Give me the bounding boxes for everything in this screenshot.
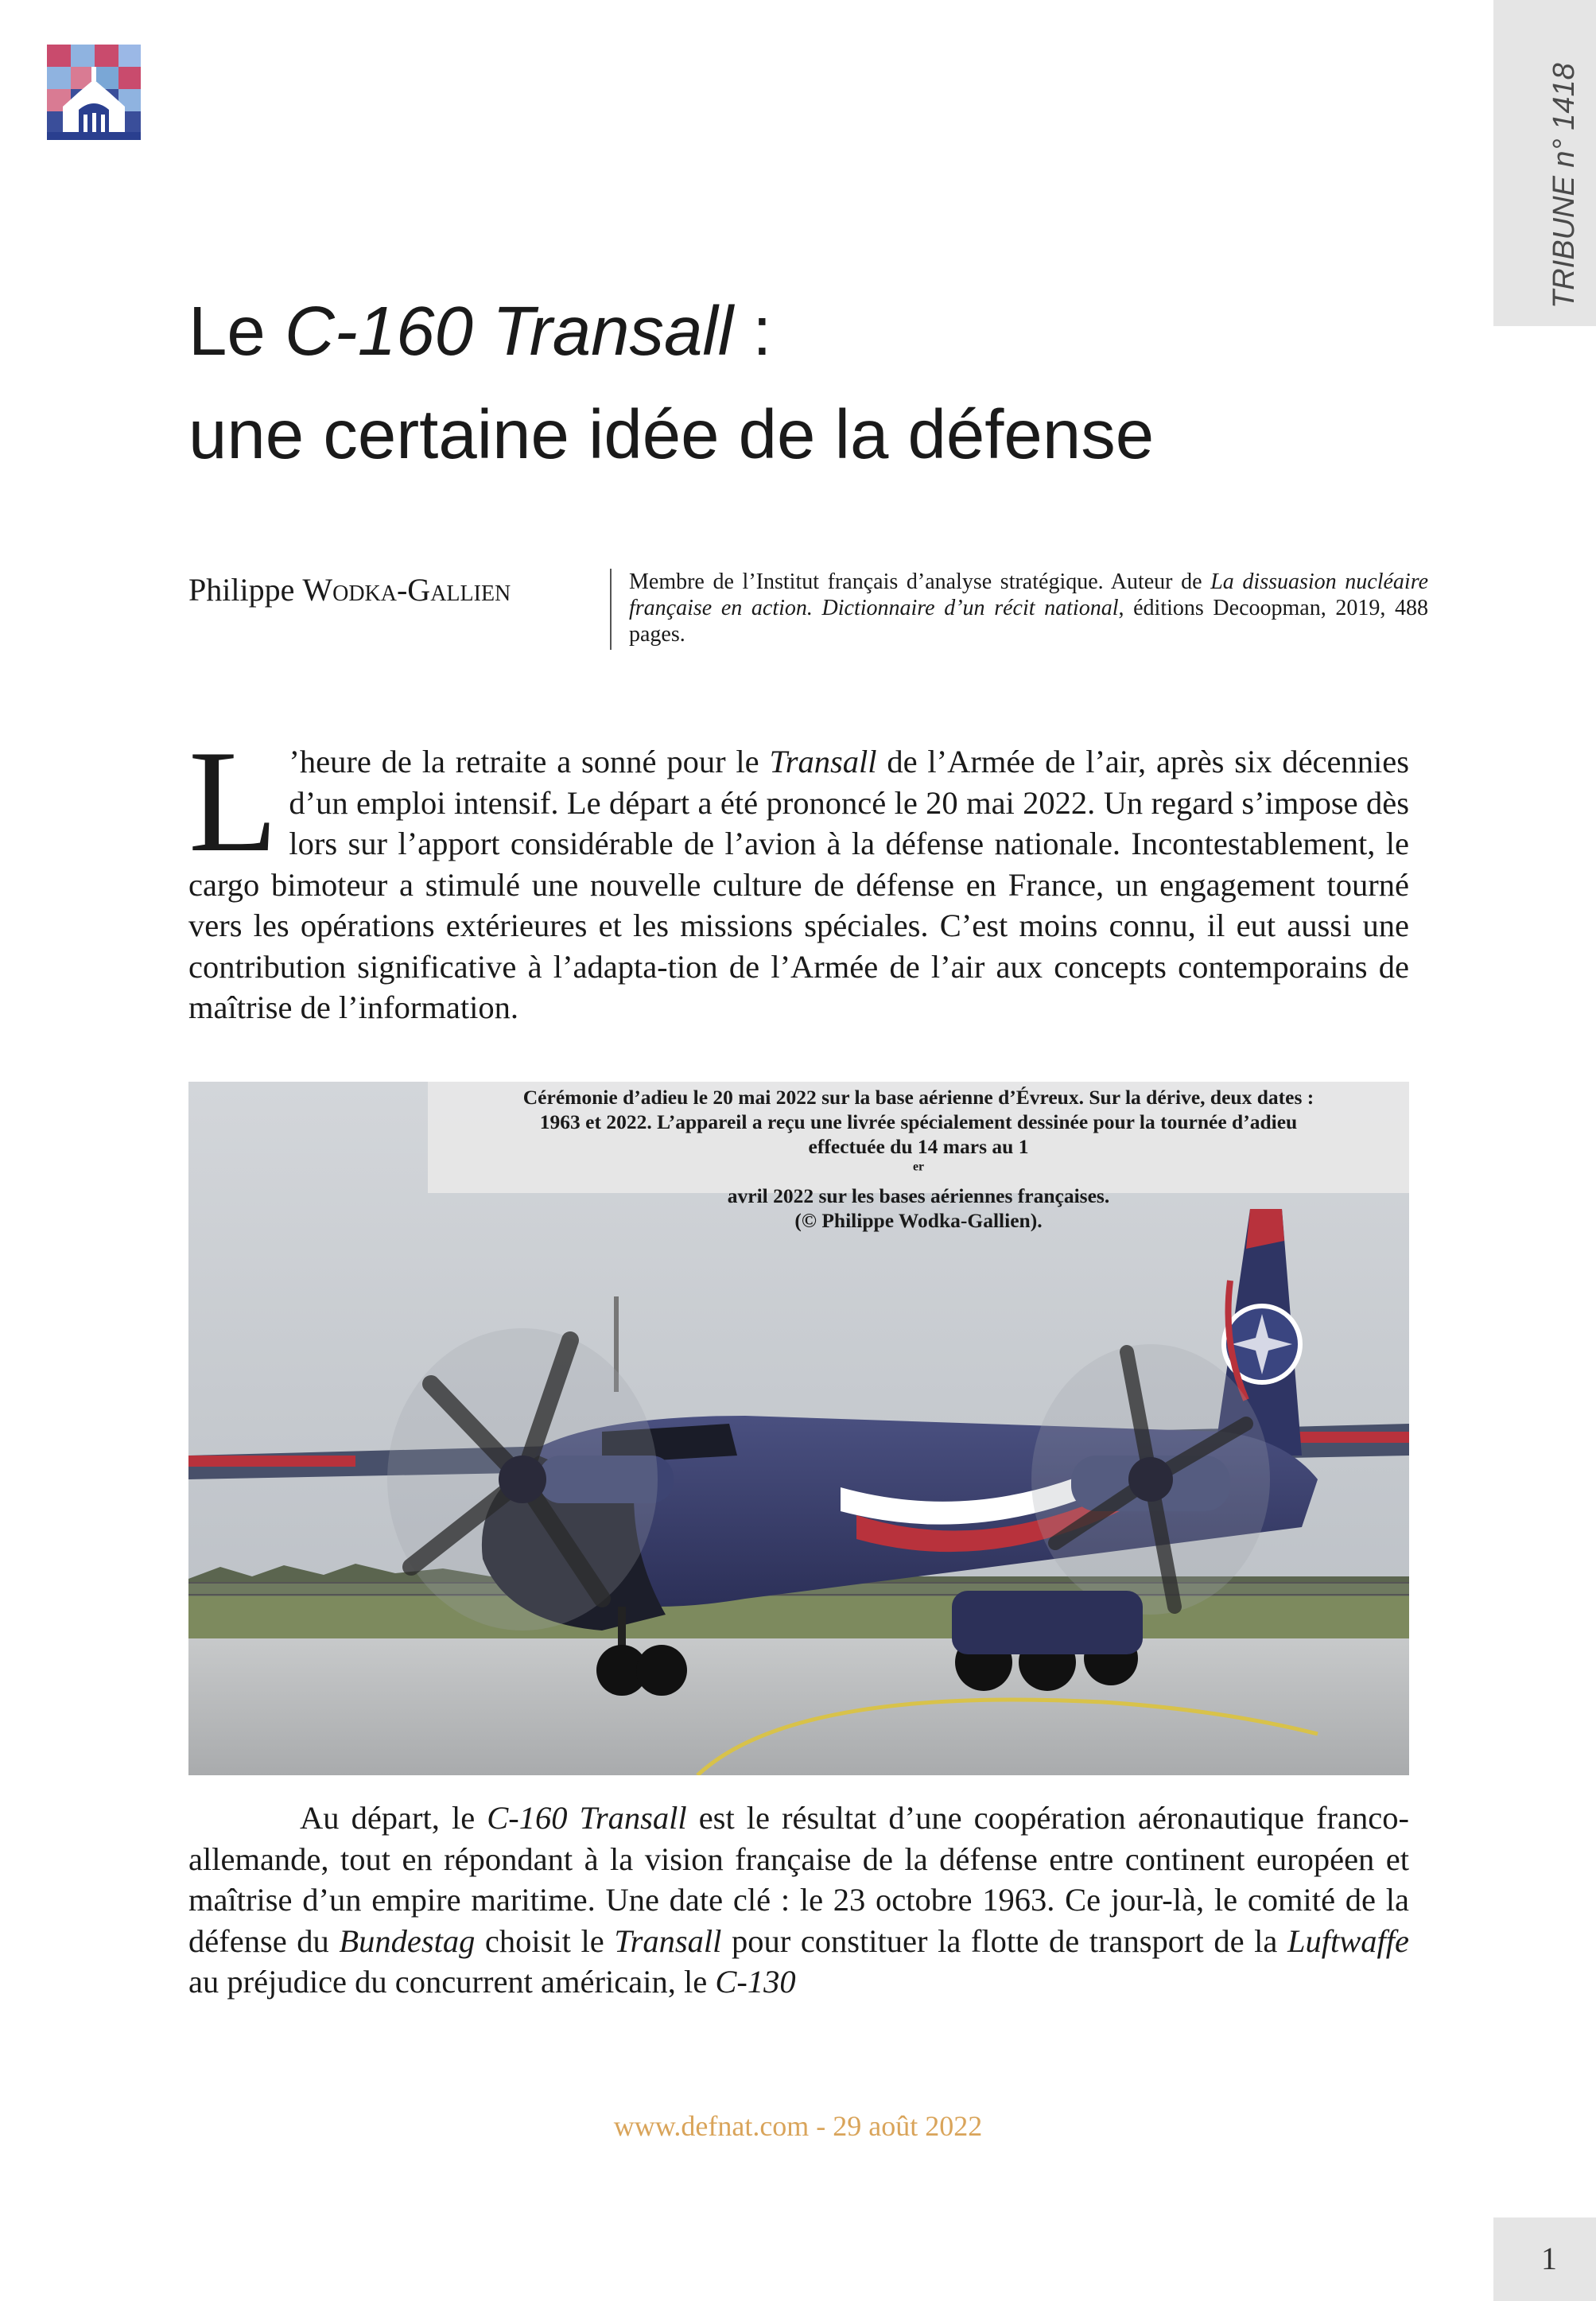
footer-website-date: www.defnat.com - 29 août 2022 xyxy=(613,2110,983,2142)
body-italic-luftwaffe: Luftwaffe xyxy=(1287,1922,1409,1959)
body-italic-transall: Transall xyxy=(614,1922,722,1959)
caption-line-3a: effectuée du 14 mars au 1 xyxy=(808,1135,1029,1158)
body-text-5: au préjudice du concurrent américain, le xyxy=(188,1964,716,2000)
title-colon: : xyxy=(733,293,772,370)
caption-line-2: 1963 et 2022. L’appareil a reçu une livrée spécialement dessinée pour la tournée d’adieu xyxy=(539,1110,1298,1133)
intro-text-b: de l’Armée de l’air, après six décennies d’un emploi intensif. Le départ a été prononcé le 20 mai 2022. Un regard s’impose dès lors sur l’apport considérable de l’avion à la défense nationale. Incontestablement, le cargo bimoteur a stimulé une nouvelle culture de défense en France, un engagement tourné vers les opérations extérieures et les missions spéciales. C’est moins connu, il eut aussi une contribution significative à l’adapta-tion de l’Armée de l’air aux concepts contemporains de maîtrise de l’information. xyxy=(188,744,1409,1025)
title-aircraft: C-160 Transall xyxy=(284,293,734,370)
tribune-number: TRIBUNE n° 1418 xyxy=(1547,63,1581,309)
page-title xyxy=(188,280,1429,487)
caption-line-3b: avril 2022 sur les bases aériennes françaises. xyxy=(727,1184,1110,1207)
caption-line-1: Cérémonie d’adieu le 20 mai 2022 sur la base aérienne d’Évreux. Sur la dérive, deux dates : xyxy=(522,1086,1314,1109)
author-name xyxy=(188,570,602,610)
body-paragraph xyxy=(188,1798,1409,2003)
caption-credit: (© Philippe Wodka-Gallien). xyxy=(794,1209,1043,1232)
intro-italic-transall: Transall xyxy=(769,744,877,779)
body-text-1: Au départ, le xyxy=(300,1800,487,1836)
bio-text-b: , éditions Decoopman, 2019, 488 pages. xyxy=(629,596,1428,647)
photo-caption xyxy=(428,1082,1409,1232)
bio-text-a: Membre de l’Institut français d’analyse stratégique. Auteur de xyxy=(629,569,1211,594)
title-prefix: Le xyxy=(188,293,285,370)
intro-text-a: ’heure de la retraite a sonné pour le xyxy=(289,744,770,779)
body-text-2: est le résultat d’une coopération aéronautique franco-allemande, tout en répondant à la vision française de la défense entre continent européen et maîtrise d’un empire maritime. Une date clé : le 23 octobre 1963. Ce jour-là, le comité de la défense du xyxy=(188,1800,1409,1959)
author-last-name: Wodka-Gallien xyxy=(302,572,511,608)
building-logo-icon xyxy=(47,45,141,140)
body-italic-c160: C-160 Transall xyxy=(487,1800,687,1836)
title-line2: une certaine idée de la défense xyxy=(188,396,1155,473)
author-bio-text xyxy=(629,569,1428,647)
author-first-name: Philippe xyxy=(188,572,295,608)
bio-book-title: La dissuasion nucléaire française en action. Dictionnaire d’un récit national xyxy=(629,569,1428,620)
body-text-3: choisit le xyxy=(475,1922,615,1959)
caption-line-3 xyxy=(428,1134,1409,1208)
intro-paragraph xyxy=(188,720,1409,1028)
body-italic-c130: C-130 xyxy=(715,1964,796,2000)
body-text-4: pour constituer la flotte de transport de la xyxy=(721,1922,1287,1959)
author-bio xyxy=(610,569,1428,650)
drop-cap: L xyxy=(188,720,278,882)
caption-superscript: er xyxy=(912,1160,925,1174)
page-number: 1 xyxy=(1541,2241,1557,2276)
body-italic-bundestag: Bundestag xyxy=(339,1922,476,1959)
